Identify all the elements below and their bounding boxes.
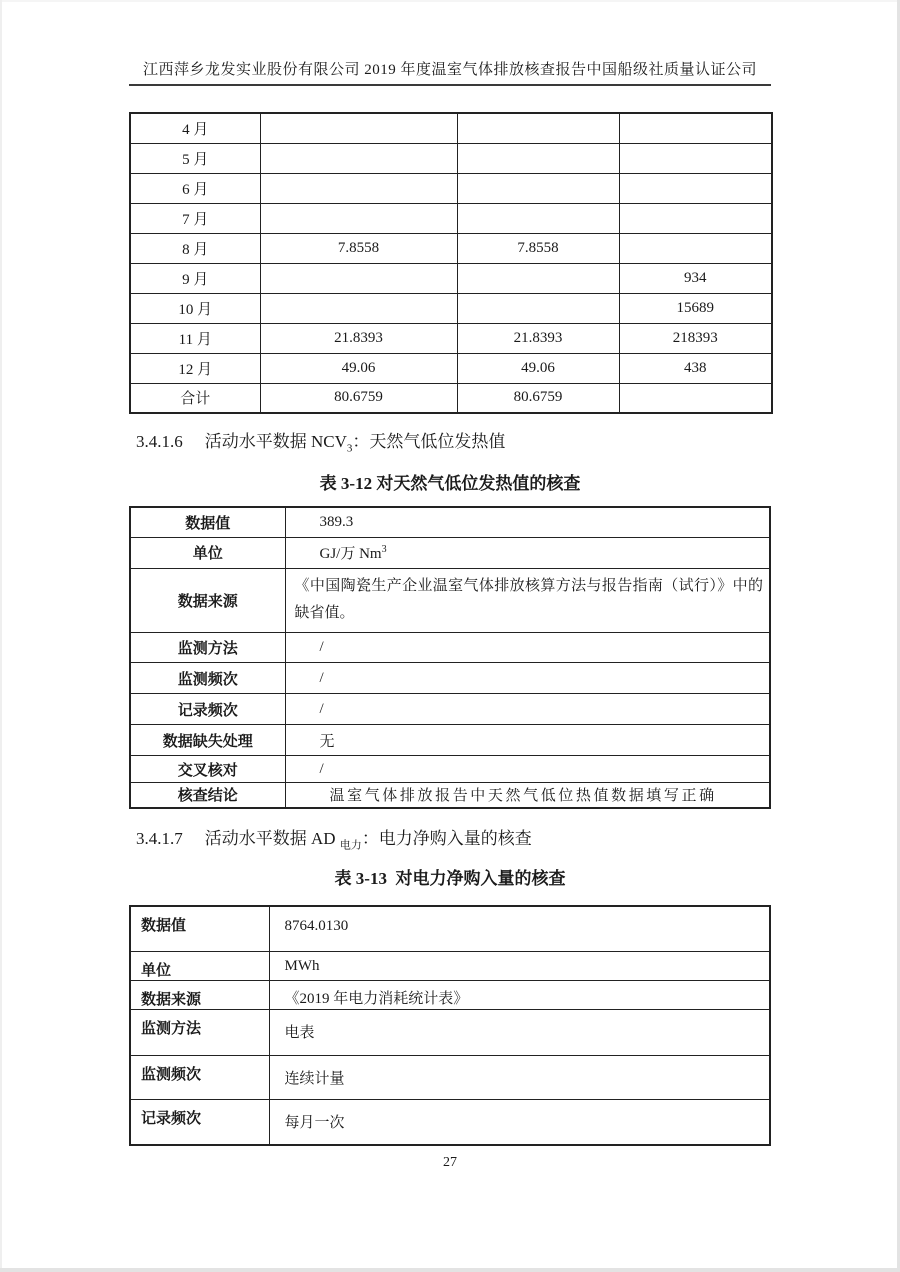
value-cell [457, 203, 619, 233]
value-cell [260, 203, 457, 233]
section-title-rest: ：天然气低位发热值 [352, 432, 506, 451]
value-cell: 438 [619, 353, 772, 383]
value-cell: 21.8393 [457, 323, 619, 353]
table-row [130, 633, 770, 663]
table-3-13 [129, 905, 771, 1146]
table-row [130, 981, 770, 1010]
unit-superscript: 3 [381, 544, 387, 555]
table-row [130, 1056, 770, 1100]
label-cell: 单位 [130, 537, 285, 568]
section-title: 活动水平数据 AD [204, 828, 336, 848]
label-cell: 数据来源 [130, 981, 269, 1010]
value-cell: 49.06 [457, 353, 619, 383]
page-number: 27 [443, 1154, 457, 1170]
value-cell: 218393 [619, 323, 772, 353]
value-cell [619, 203, 772, 233]
table-row-total [130, 383, 772, 413]
month-cell: 12 月 [130, 353, 260, 383]
value-cell: 温室气体排放报告中天然气低位热值数据填写正确 [285, 783, 770, 808]
value-cell: 80.6759 [457, 383, 619, 413]
value-cell [457, 143, 619, 173]
value-cell: MWh [269, 952, 770, 981]
label-cell: 数据缺失处理 [130, 725, 285, 756]
table-row [130, 783, 770, 808]
table-row [130, 173, 772, 203]
table-row [130, 113, 772, 143]
label-cell: 监测频次 [130, 663, 285, 694]
label-cell: 数据值 [130, 906, 269, 952]
value-cell [457, 173, 619, 203]
table-row [130, 263, 772, 293]
table-row [130, 1100, 770, 1145]
section-title: 活动水平数据 NCV [204, 432, 347, 451]
page-content [129, 58, 771, 1171]
value-cell [260, 173, 457, 203]
label-cell: 核查结论 [130, 783, 285, 808]
document-header: 江西萍乡龙发实业股份有限公司 2019 年度温室气体排放核查报告中国船级社质量认证公司 [129, 58, 771, 86]
value-cell: 49.06 [260, 353, 457, 383]
value-cell: 无 [285, 725, 770, 756]
table-row [130, 293, 772, 323]
value-cell [457, 293, 619, 323]
label-cell: 交叉核对 [130, 756, 285, 783]
table-row [130, 507, 770, 537]
section-title-rest: ：电力净购入量的核查 [361, 828, 532, 848]
value-cell [260, 113, 457, 143]
value-cell [457, 263, 619, 293]
label-cell: 数据值 [130, 507, 285, 537]
value-cell: 934 [619, 263, 772, 293]
section-title-subscript: 3 [346, 442, 353, 455]
value-cell: 连续计量 [269, 1056, 770, 1100]
value-cell [619, 383, 772, 413]
section-number: 3.4.1.6 [136, 432, 183, 451]
table-row [130, 725, 770, 756]
value-cell [260, 143, 457, 173]
month-cell: 4 月 [130, 113, 260, 143]
month-cell: 10 月 [130, 293, 260, 323]
total-label-cell: 合计 [130, 383, 260, 413]
table-row [130, 233, 772, 263]
table-3-13-caption: 表 3-13 对电力净购入量的核查 [334, 868, 566, 888]
month-cell: 6 月 [130, 173, 260, 203]
value-cell [285, 537, 770, 568]
value-cell [619, 113, 772, 143]
value-cell [619, 173, 772, 203]
table-row [130, 906, 770, 952]
table-row [130, 1010, 770, 1056]
section-number: 3.4.1.7 [136, 828, 183, 848]
table-row [130, 203, 772, 233]
section-heading-3417 [129, 827, 771, 851]
label-cell: 监测方法 [130, 633, 285, 663]
label-cell: 记录频次 [130, 694, 285, 725]
value-cell: 80.6759 [260, 383, 457, 413]
label-cell: 监测频次 [130, 1056, 269, 1100]
value-cell: / [285, 694, 770, 725]
monthly-data-table [129, 112, 773, 414]
table-row [130, 323, 772, 353]
value-cell: 《中国陶瓷生产企业温室气体排放核算方法与报告指南（试行）》中的缺省值。 [285, 568, 770, 633]
month-cell: 11 月 [130, 323, 260, 353]
value-cell [457, 113, 619, 143]
value-cell: 15689 [619, 293, 772, 323]
table-row [130, 143, 772, 173]
unit-text: GJ/万 Nm [319, 546, 382, 562]
value-cell [260, 263, 457, 293]
month-cell: 7 月 [130, 203, 260, 233]
month-cell: 5 月 [130, 143, 260, 173]
table-row [130, 537, 770, 568]
month-cell: 8 月 [130, 233, 260, 263]
value-cell [619, 233, 772, 263]
value-cell: / [285, 663, 770, 694]
value-cell: 7.8558 [457, 233, 619, 263]
value-cell: 21.8393 [260, 323, 457, 353]
table-row [130, 952, 770, 981]
table-row [130, 756, 770, 783]
section-heading-3416 [129, 430, 771, 454]
value-cell: / [285, 633, 770, 663]
label-cell: 监测方法 [130, 1010, 269, 1056]
table-3-12-caption: 表 3-12 对天然气低位发热值的核查 [319, 474, 581, 493]
label-cell: 单位 [130, 952, 269, 981]
section-title-subscript: 电力 [339, 838, 362, 851]
month-cell: 9 月 [130, 263, 260, 293]
label-cell: 记录频次 [130, 1100, 269, 1145]
table-row [130, 694, 770, 725]
value-cell: 389.3 [285, 507, 770, 537]
table-row [130, 568, 770, 633]
value-cell: 《2019 年电力消耗统计表》 [269, 981, 770, 1010]
value-cell: / [285, 756, 770, 783]
value-cell [619, 143, 772, 173]
table-row [130, 663, 770, 694]
value-cell: 7.8558 [260, 233, 457, 263]
value-cell: 8764.0130 [269, 906, 770, 952]
value-cell [260, 293, 457, 323]
table-row [130, 353, 772, 383]
value-cell: 每月一次 [269, 1100, 770, 1145]
table-3-12 [129, 506, 771, 809]
label-cell: 数据来源 [130, 568, 285, 633]
value-cell: 电表 [269, 1010, 770, 1056]
